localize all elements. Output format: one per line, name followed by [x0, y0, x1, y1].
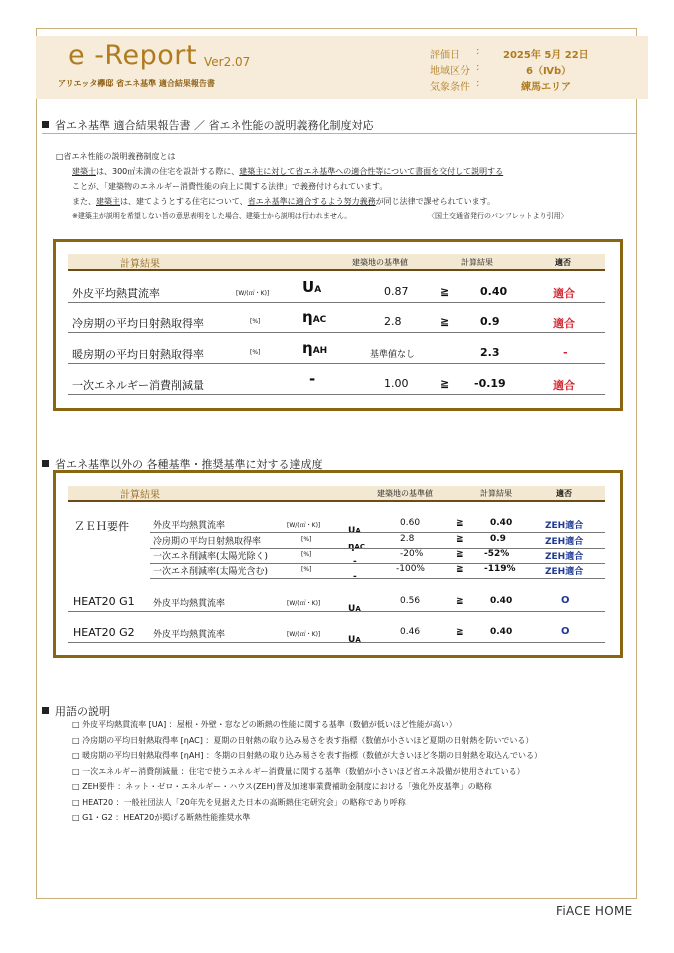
glossary-item: □ ZEH要件 ：ネット・ゼロ・エネルギー・ハウス(ZEH)普及加速事業費補助金制度における「強化外皮基準」の略称: [72, 782, 492, 791]
metric-symbol: UA: [302, 278, 322, 296]
row-divider: [150, 532, 605, 533]
metric-symbol: -: [353, 572, 357, 582]
meta-colon: :: [476, 62, 480, 73]
meta-label-region: 地域区分: [430, 66, 470, 77]
zeh-row-fit: ZEH適合: [545, 567, 584, 577]
meta-label-date: 評価日: [430, 50, 460, 61]
col-result: 計算結果: [461, 258, 493, 267]
glossary-item: □ 外皮平均熱貫流率 [UA] ：屋根・外壁・窓などの断熱の性能に関する基準（数値が低いほど性能が高い）: [72, 720, 457, 729]
col-fit: 適否: [555, 258, 571, 267]
section3-heading: 用語の説明: [42, 703, 110, 719]
row-divider: [68, 302, 605, 303]
row-result: 0.40: [480, 285, 508, 298]
zeh-row-fit: ZEH適合: [545, 537, 584, 547]
row-name: 冷房期の平均日射熱取得率: [72, 317, 204, 330]
table-title: 計算結果: [120, 259, 160, 270]
heat20-row-operator: ≧: [456, 596, 464, 606]
intro-line2: ことが、「建築物のエネルギー消費性能の向上に関する法律」で義務付けられています。: [72, 182, 388, 191]
zeh-row-name: 外皮平均熱貫流率: [153, 521, 226, 531]
meta-colon: :: [476, 46, 480, 57]
zeh-row-name: 一次エネ削減率(太陽光除く): [153, 552, 269, 562]
row-standard: 基準値なし: [370, 350, 416, 360]
zeh-row-operator: ≧: [456, 518, 464, 528]
intro-title: □省エネ性能の説明義務制度とは: [56, 152, 176, 161]
col-fit: 適否: [556, 489, 572, 498]
metric-symbol: UA: [348, 526, 361, 536]
heat20-row-fit: O: [561, 626, 570, 637]
zeh-row-unit: [%]: [301, 566, 312, 573]
row-divider: [68, 332, 605, 333]
zeh-row-unit: [%]: [301, 551, 312, 558]
intro-line1: 建築士は、300㎡未満の住宅を設計する際に、建築主に対して省エネ基準への適合性等について書面を交付して説明する: [72, 167, 504, 176]
report-version: Ver2.07: [204, 55, 251, 69]
zeh-row-fit: ZEH適合: [545, 552, 584, 562]
row-standard: 1.00: [384, 377, 409, 390]
row-name: 外皮平均熱貫流率: [72, 287, 160, 300]
glossary-item: □ 一次エネルギー消費削減量 ：住宅で使うエネルギー消費量に関する基準（数値が小さいほど省エネ設備が使用されている）: [72, 766, 525, 776]
row-operator: ≧: [440, 315, 450, 328]
meta-colon: :: [476, 78, 480, 89]
row-divider: [68, 642, 605, 643]
row-result: -0.19: [474, 377, 506, 390]
heat20-row-standard: 0.56: [400, 596, 421, 606]
section1-heading: 省エネ基準 適合結果報告書 ／ 省エネ性能の説明義務化制度対応: [42, 117, 374, 133]
metric-symbol: UA: [348, 604, 361, 614]
row-unit: [%]: [250, 349, 261, 356]
glossary-item: □ 冷房期の平均日射熱取得率 [ηAC] ：夏期の日射熱の取り込み易さを表す指標（数値が小さいほど夏期の日射熱を防いでいる）: [72, 735, 534, 745]
row-unit: [%]: [250, 318, 261, 325]
row-divider: [68, 363, 605, 364]
zeh-row-standard: -20%: [400, 549, 424, 559]
row-fit: 適合: [553, 287, 575, 300]
zeh-row-result: -52%: [484, 549, 510, 559]
heat20-label: HEAT20 G2: [73, 626, 135, 639]
metric-symbol: ηAC: [348, 542, 365, 552]
company-logo: FiACE HOME: [556, 904, 633, 918]
intro-note: ※建築主が説明を希望しない旨の意思表明をした場合、建築士から説明は行われません。: [72, 212, 352, 220]
zeh-row-result: -119%: [484, 564, 516, 574]
heat20-row-fit: O: [561, 595, 570, 606]
metric-symbol: -: [309, 370, 316, 388]
metric-symbol: ηAC: [302, 308, 327, 326]
section-divider: [42, 133, 637, 134]
meta-label-weather: 気象条件: [430, 82, 470, 93]
row-result: 2.3: [480, 346, 500, 359]
row-standard: 2.8: [384, 315, 402, 328]
row-result: 0.9: [480, 315, 500, 328]
zeh-row-name: 一次エネ削減率(太陽光含む): [153, 567, 269, 577]
row-divider: [150, 578, 605, 579]
col-standard: 建築地の基準値: [352, 258, 408, 267]
intro-line3: また、建築主は、建てようとする住宅について、省エネ基準に適合するよう努力義務が同じ法律で課せられています。: [72, 197, 496, 206]
glossary-item: □ 暖房期の平均日射熱取得率 [ηAH] ：冬期の日射熱の取り込み易さを表す指標（数値が大きいほど冬期の日射熱を取込んでいる）: [72, 751, 542, 760]
intro-note-source: 〈国土交通省発行のパンフレットより引用〉: [428, 212, 568, 220]
row-divider: [68, 611, 605, 612]
section2-heading: 省エネ基準以外の 各種基準・推奨基準に対する達成度: [42, 456, 323, 472]
zeh-row-unit: [W/(㎡・K)]: [287, 522, 321, 529]
zeh-row-operator: ≧: [456, 549, 464, 559]
zeh-row-name: 冷房期の平均日射熱取得率: [153, 537, 262, 547]
col-standard: 建築地の基準値: [377, 489, 433, 498]
report-subtitle: アリエッタ欅邸 省エネ基準 適合結果報告書: [58, 79, 215, 88]
glossary-item: □ G1・G2 ：HEAT20が掲げる断熱性能推奨水準: [72, 813, 251, 822]
zeh-row-standard: 2.8: [400, 534, 415, 544]
heat20-row-name: 外皮平均熱貫流率: [153, 630, 226, 640]
meta-value-region: 6（Ⅳb）: [526, 66, 572, 77]
meta-value-date: 2025年 5月 22日: [503, 50, 589, 61]
meta-value-weather: 練馬エリア: [521, 82, 571, 93]
zeh-row-result: 0.40: [490, 518, 513, 528]
heat20-row-name: 外皮平均熱貫流率: [153, 599, 226, 609]
row-unit: [W/(㎡・K)]: [236, 290, 270, 297]
row-fit: -: [563, 346, 568, 359]
metric-symbol: ηAH: [302, 339, 328, 357]
row-name: 暖房期の平均日射熱取得率: [72, 348, 204, 361]
metric-symbol: -: [353, 557, 357, 567]
row-standard: 0.87: [384, 285, 409, 298]
row-name: 一次エネルギー消費削減量: [72, 379, 204, 392]
col-result: 計算結果: [480, 489, 512, 498]
heat20-row-unit: [W/(㎡・K)]: [287, 600, 321, 607]
zeh-row-standard: 0.60: [400, 518, 421, 528]
zeh-row-standard: -100%: [396, 564, 425, 574]
table-title: 計算結果: [120, 490, 160, 501]
heat20-row-operator: ≧: [456, 627, 464, 637]
report-title: e -Report: [68, 40, 197, 71]
heat20-row-unit: [W/(㎡・K)]: [287, 631, 321, 638]
row-operator: ≧: [440, 377, 450, 390]
row-operator: ≧: [440, 285, 450, 298]
row-fit: 適合: [553, 379, 575, 392]
zeh-label: ＺＥＨ要件: [74, 520, 129, 533]
row-fit: 適合: [553, 317, 575, 330]
heat20-row-result: 0.40: [490, 627, 513, 637]
zeh-row-fit: ZEH適合: [545, 521, 584, 531]
zeh-row-result: 0.9: [490, 534, 506, 544]
heat20-row-standard: 0.46: [400, 627, 421, 637]
heat20-row-result: 0.40: [490, 596, 513, 606]
zeh-row-unit: [%]: [301, 536, 312, 543]
metric-symbol: UA: [348, 635, 361, 645]
glossary-item: □ HEAT20 ：一般社団法人「20年先を見据えた日本の高断熱住宅研究会」の略称であり呼称: [72, 797, 406, 807]
heat20-label: HEAT20 G1: [73, 595, 135, 608]
zeh-row-operator: ≧: [456, 564, 464, 574]
zeh-row-operator: ≧: [456, 534, 464, 544]
row-divider: [68, 394, 605, 395]
